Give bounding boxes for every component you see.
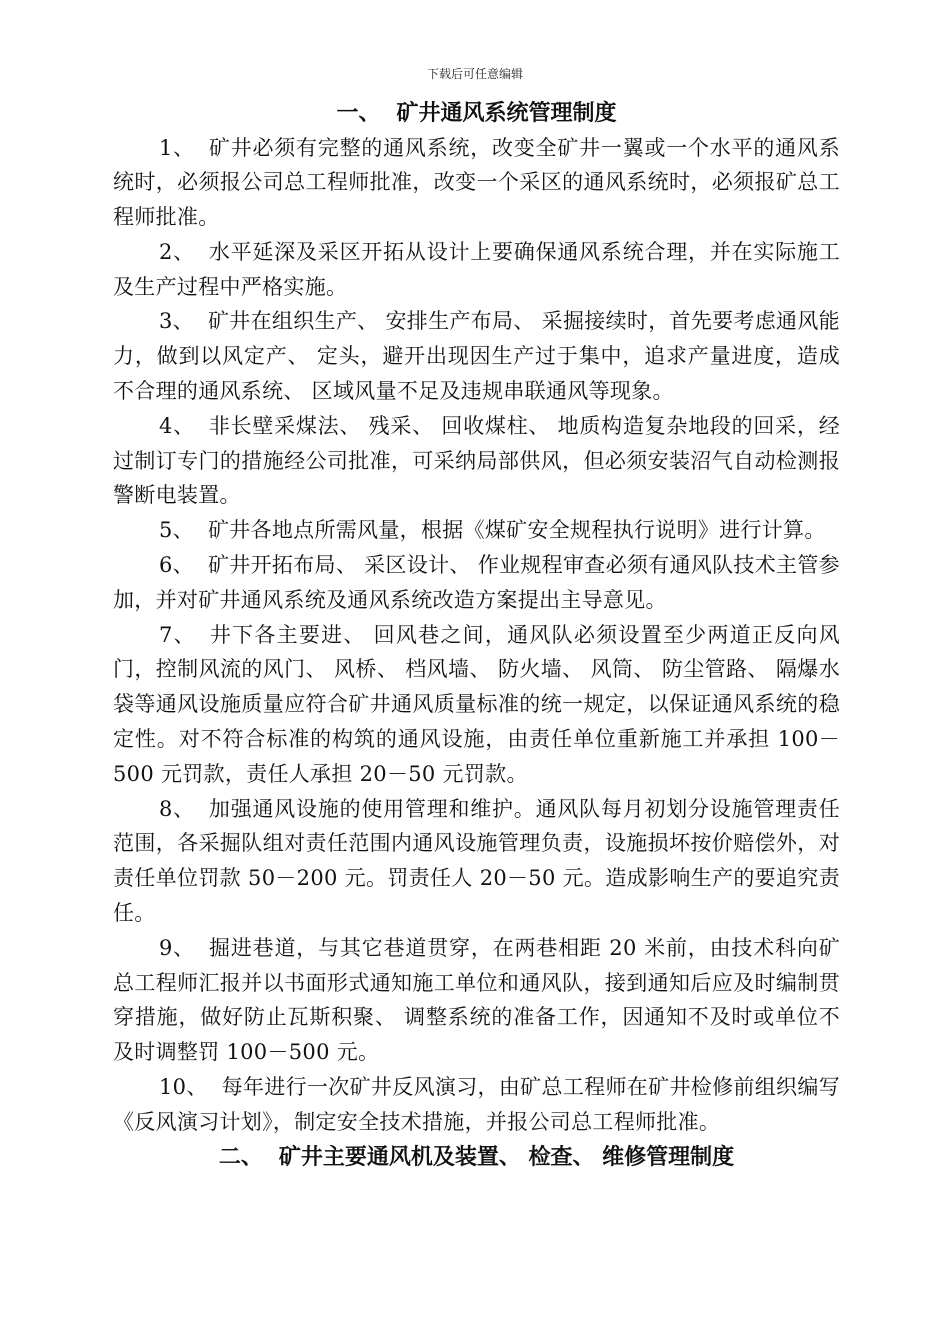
paragraph-text: 矿井必须有完整的通风系统，改变全矿井一翼或一个水平的通风系统时，必须报公司总工程师批准，改变一个采区的通风系统时，必须报矿总工程师批准。 xyxy=(113,135,840,230)
paragraph-text: 矿井在组织生产、 安排生产布局、 采掘接续时，首先要考虑通风能力，做到以风定产、 定头，避开出现因生产过于集中，追求产量进度，造成不合理的通风系统、 区域风量不足及违规串联通风等现象。 xyxy=(113,309,840,404)
paragraph-number: 2、 xyxy=(159,239,195,264)
page-header-note: 下载后可任意编辑 xyxy=(426,67,523,81)
paragraph-text: 掘进巷道，与其它巷道贯穿，在两巷相距 20 米前，由技术科向矿总工程师汇报并以书面形式通知施工单位和通风队，接到通知后应及时编制贯穿措施，做好防止瓦斯积聚、 调整系统的准备工作，因通知不及时或单位不及时调整罚 100－500 元。 xyxy=(113,935,840,1065)
section-number: 二、 xyxy=(218,1143,263,1170)
section-heading-1 xyxy=(113,96,840,131)
paragraph-number: 10、 xyxy=(159,1075,208,1100)
paragraph-number: 9、 xyxy=(159,935,196,960)
paragraph-number: 3、 xyxy=(159,309,194,334)
paragraph-3 xyxy=(113,304,840,408)
paragraph-number: 6、 xyxy=(159,553,194,578)
paragraph-text: 非长壁采煤法、 残采、 回收煤柱、 地质构造复杂地段的回采，经过制订专门的措施经公司批准，可采纳局部供风，但必须安装沼气自动检测报警断电装置。 xyxy=(113,413,840,508)
paragraph-number: 5、 xyxy=(159,518,194,543)
paragraph-number: 4、 xyxy=(159,413,195,438)
paragraph-number: 8、 xyxy=(159,796,195,821)
paragraph-8 xyxy=(113,792,840,931)
document-body xyxy=(113,96,840,1174)
paragraph-number: 1、 xyxy=(159,135,195,160)
paragraph-text: 水平延深及采区开拓从设计上要确保通风系统合理，并在实际施工及生产过程中严格实施。 xyxy=(113,239,840,299)
paragraph-text: 矿井各地点所需风量，根据《煤矿安全规程执行说明》进行计算。 xyxy=(207,518,826,543)
paragraph-2 xyxy=(113,235,840,305)
paragraph-text: 井下各主要进、 回风巷之间，通风队必须设置至少两道正反向风门，控制风流的风门、 风桥、 档风墙、 防火墙、 风筒、 防尘管路、 隔爆水袋等通风设施质量应符合矿井通风质量标准的统一规定，以保证通风系统的稳定性。对不符合标准的构筑的通风设施，由责任单位重新施工并承担 100－500 元罚款，责任人承担 20－50 元罚款。 xyxy=(113,622,840,786)
section-title: 矿井通风系统管理制度 xyxy=(396,100,617,126)
section-number: 一、 xyxy=(336,100,381,126)
paragraph-text: 每年进行一次矿井反风演习，由矿总工程师在矿井检修前组织编写《反风演习计划》，制定安全技术措施，并报公司总工程师批准。 xyxy=(113,1075,840,1134)
section-heading-2 xyxy=(113,1140,840,1175)
paragraph-6 xyxy=(113,548,840,618)
section-title: 矿井主要通风机及装置、 检查、 维修管理制度 xyxy=(278,1143,735,1170)
paragraph-number: 7、 xyxy=(159,622,196,647)
paragraph-9 xyxy=(113,931,840,1070)
paragraph-4 xyxy=(113,409,840,513)
paragraph-5 xyxy=(113,513,840,548)
paragraph-text: 加强通风设施的使用管理和维护。通风队每月初划分设施管理责任范围，各采掘队组对责任范围内通风设施管理负责，设施损坏按价赔偿外，对责任单位罚款 50－200 元。罚责任人 20－50 元。造成影响生产的要追究责任。 xyxy=(113,796,840,926)
paragraph-text: 矿井开拓布局、 采区设计、 作业规程审查必须有通风队技术主管参加，并对矿井通风系统及通风系统改造方案提出主导意见。 xyxy=(113,553,840,612)
paragraph-10 xyxy=(113,1070,840,1140)
paragraph-7 xyxy=(113,618,840,792)
paragraph-1 xyxy=(113,131,840,235)
